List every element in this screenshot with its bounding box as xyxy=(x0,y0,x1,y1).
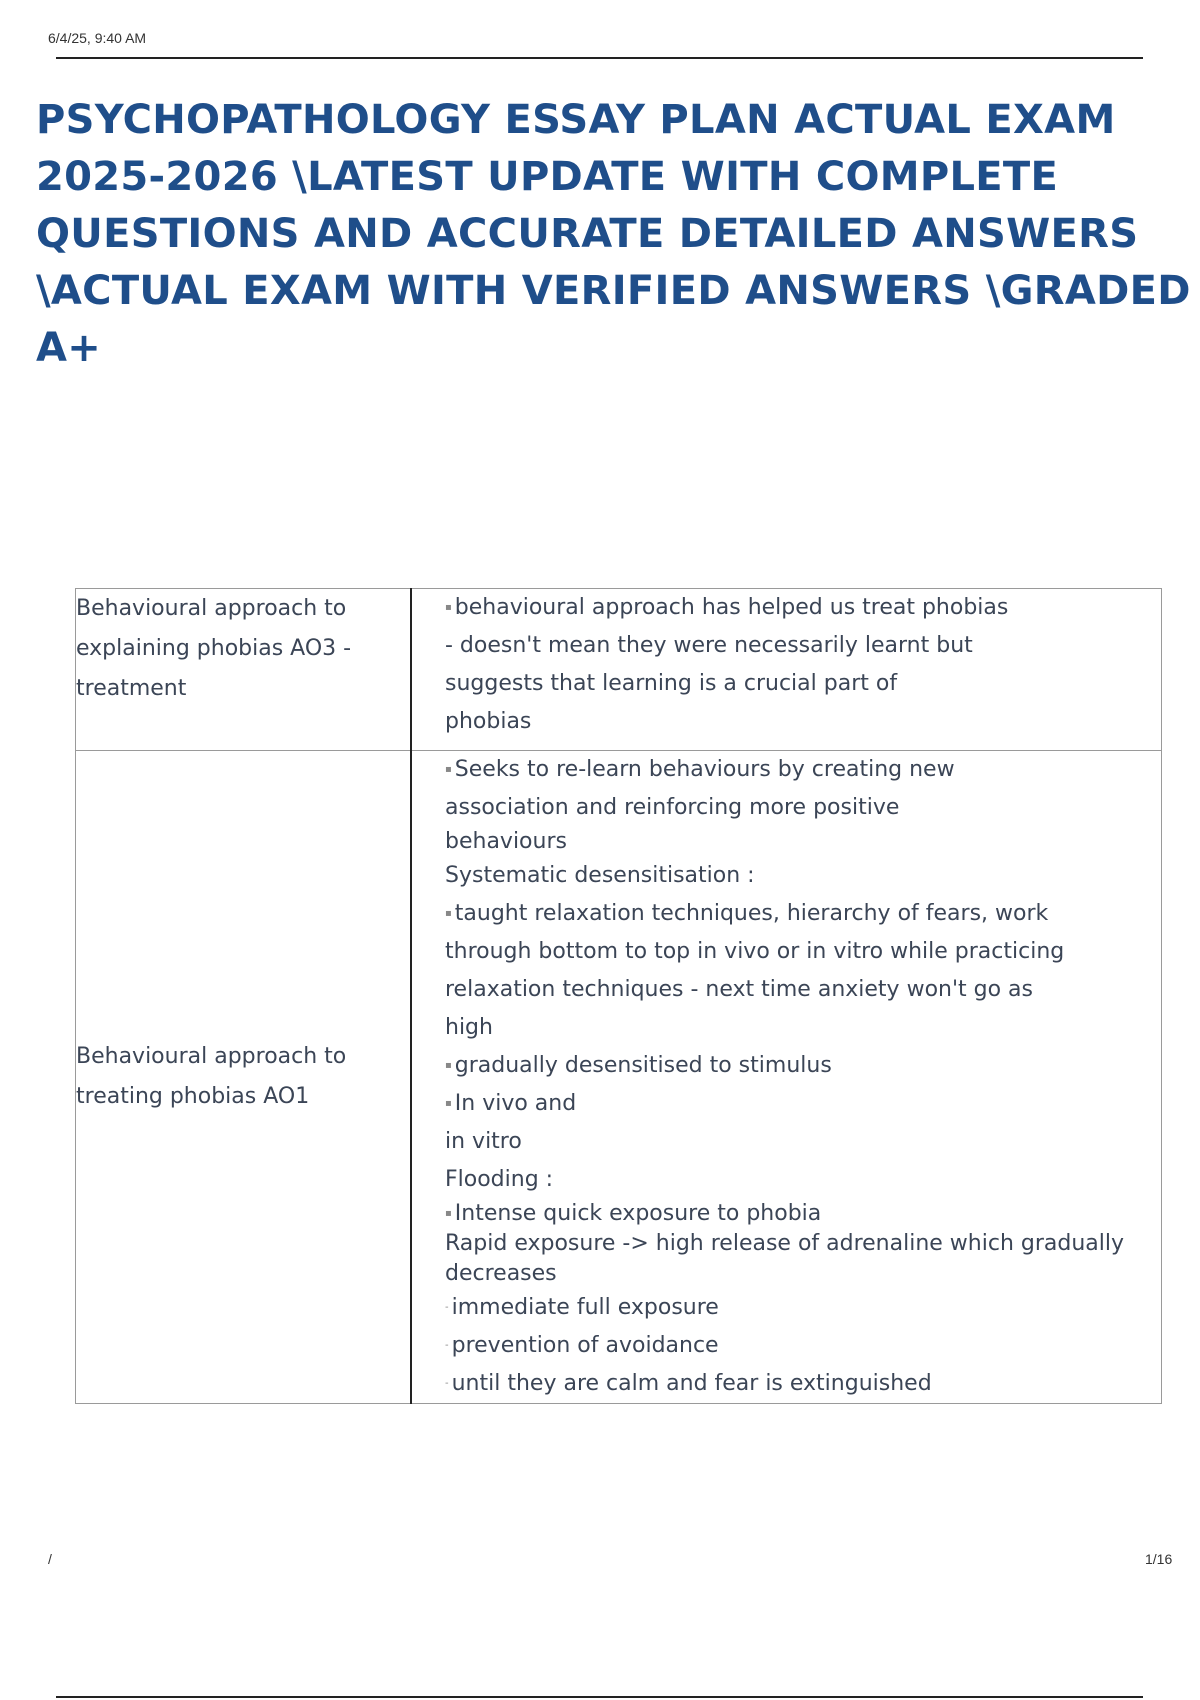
definition-text: gradually desensitised to stimulus xyxy=(454,1053,832,1078)
footer-url: / xyxy=(48,1551,52,1567)
term-line: treating phobias AO1 xyxy=(76,1084,310,1109)
bullet-icon: ▪ xyxy=(445,764,452,775)
definition-line: phobias xyxy=(445,709,532,734)
definition-line xyxy=(445,1289,1161,1327)
term-cell xyxy=(76,589,412,751)
definition-line xyxy=(445,1085,1161,1123)
table-row xyxy=(76,751,1162,1404)
definition-cell xyxy=(411,589,1162,751)
title-line: A+ xyxy=(36,325,102,371)
bullet-icon: ▪ xyxy=(445,1208,452,1219)
definition-line: through bottom to top in vivo or in vitro while practicing xyxy=(445,939,1065,964)
title-line: \ACTUAL EXAM WITH VERIFIED ANSWERS \GRADED xyxy=(36,268,1191,314)
bullet-icon: ▪ xyxy=(445,1098,452,1109)
definition-text: prevention of avoidance xyxy=(451,1333,719,1358)
definition-line: decreases xyxy=(445,1261,557,1286)
definition-cell xyxy=(411,751,1162,1404)
definition-text: In vivo and xyxy=(454,1091,577,1116)
definition-line: Flooding : xyxy=(445,1167,554,1192)
bullet-icon: ▪ xyxy=(445,602,452,613)
header-divider xyxy=(56,57,1143,59)
footer-divider xyxy=(56,1696,1143,1698)
bullet-icon: ▪ xyxy=(445,908,452,919)
definition-line xyxy=(445,1199,1161,1229)
definition-line: association and reinforcing more positive xyxy=(445,795,900,820)
term-line: Behavioural approach to xyxy=(76,596,347,621)
term-line: explaining phobias AO3 - xyxy=(76,636,352,661)
definition-line xyxy=(445,589,1161,627)
definition-line: suggests that learning is a crucial part of xyxy=(445,671,898,696)
bullet-icon: ▪ xyxy=(445,1060,452,1071)
definition-line: relaxation techniques - next time anxiety won't go as xyxy=(445,977,1033,1002)
term-line: Behavioural approach to xyxy=(76,1044,347,1069)
definition-text: taught relaxation techniques, hierarchy of fears, work xyxy=(454,901,1049,926)
definition-line xyxy=(445,751,1161,789)
definition-text: Intense quick exposure to phobia xyxy=(454,1201,822,1226)
document-title xyxy=(36,92,1191,377)
table-row xyxy=(76,589,1162,751)
title-line: 2025-2026 \LATEST UPDATE WITH COMPLETE xyxy=(36,154,1059,200)
definition-line: in vitro xyxy=(445,1129,522,1154)
term-line: treatment xyxy=(76,676,187,701)
flashcard-table xyxy=(75,588,1162,1404)
definition-line: Systematic desensitisation : xyxy=(445,863,755,888)
definition-line xyxy=(445,1047,1161,1085)
print-timestamp: 6/4/25, 9:40 AM xyxy=(48,30,147,46)
definition-line: high xyxy=(445,1015,493,1040)
title-line: QUESTIONS AND ACCURATE DETAILED ANSWERS xyxy=(36,211,1139,257)
definition-line xyxy=(445,1365,1161,1403)
definition-text: immediate full exposure xyxy=(451,1295,719,1320)
definition-line xyxy=(445,1327,1161,1365)
bullet-icon: - xyxy=(445,1378,449,1389)
bullet-icon: - xyxy=(445,1340,449,1351)
title-line: PSYCHOPATHOLOGY ESSAY PLAN ACTUAL EXAM xyxy=(36,97,1116,143)
term-cell xyxy=(76,751,412,1404)
definition-line: behaviours xyxy=(445,829,567,854)
definition-text: until they are calm and fear is extinguished xyxy=(451,1371,932,1396)
definition-line: Rapid exposure -> high release of adrenaline which gradually xyxy=(445,1231,1125,1256)
page-number: 1/16 xyxy=(1145,1551,1173,1567)
definition-text: Seeks to re-learn behaviours by creating new xyxy=(454,757,955,782)
definition-text: behavioural approach has helped us treat phobias xyxy=(454,595,1009,620)
bullet-icon: - xyxy=(445,1302,449,1313)
definition-line: - doesn't mean they were necessarily learnt but xyxy=(445,633,973,658)
definition-line xyxy=(445,895,1161,933)
